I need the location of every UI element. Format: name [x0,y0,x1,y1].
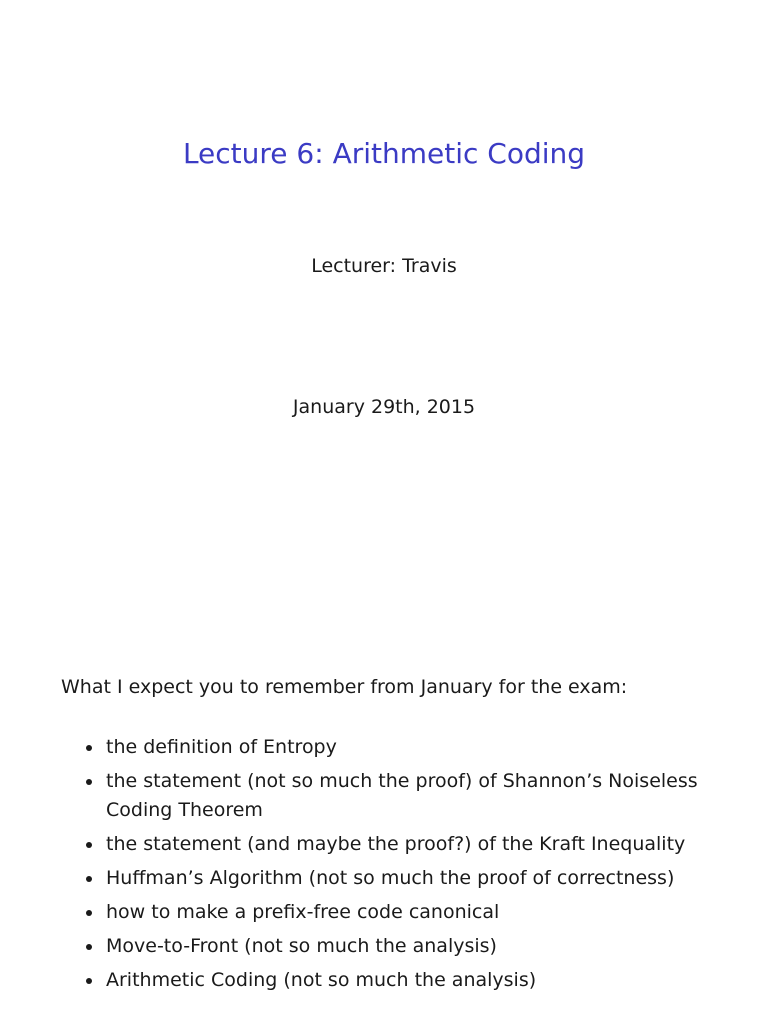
bullet-icon [86,978,92,984]
list-item-text: Move-to-Front (not so much the analysis) [106,935,497,957]
intro-text: What I expect you to remember from January for the exam: [61,676,628,698]
list-item [84,767,734,825]
list-item [84,864,734,893]
list-item-text: the definition of Entropy [106,736,337,758]
list-item-text: how to make a prefix-free code canonical [106,901,500,923]
bullet-icon [86,910,92,916]
bullet-icon [86,876,92,882]
bullet-icon [86,745,92,751]
bullet-list [84,733,734,1000]
list-item [84,966,734,995]
lecture-title: Lecture 6: Arithmetic Coding [182,137,586,170]
lecture-date: January 29th, 2015 [292,396,476,418]
list-item [84,830,734,859]
bullet-icon [86,779,92,785]
list-item [84,733,734,762]
lecturer-name: Lecturer: Travis [311,255,457,277]
list-item-text: Arithmetic Coding (not so much the analysis) [106,969,537,991]
list-item [84,932,734,961]
list-item-text: the statement (not so much the proof) of Shannon’s Noiseless Coding Theorem [106,770,698,821]
bullet-icon [86,944,92,950]
bullet-icon [86,842,92,848]
list-item [84,898,734,927]
list-item-text: the statement (and maybe the proof?) of the Kraft Inequality [106,833,686,855]
list-item-text: Huffman’s Algorithm (not so much the proof of correctness) [106,867,675,889]
